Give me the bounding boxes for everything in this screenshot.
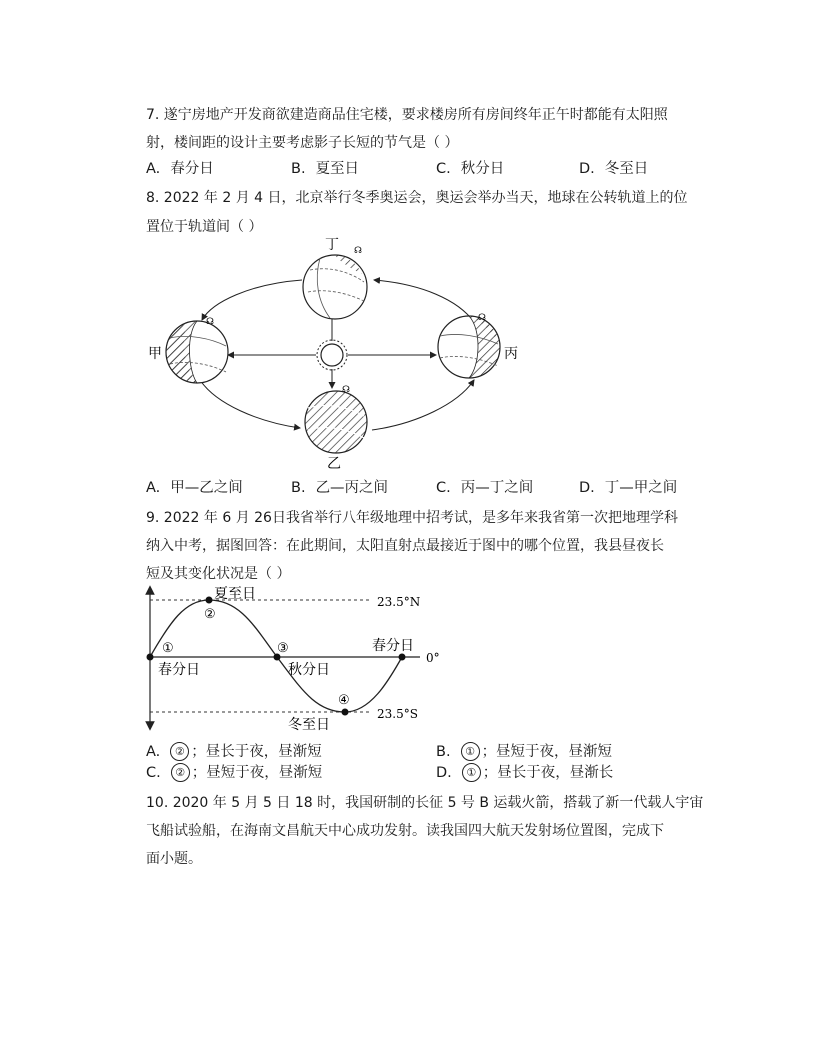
label-winter-solstice: 冬至日 [288,717,330,732]
label-autumn-equinox: 秋分日 [288,662,330,678]
q7-stem-line2: 射，楼间距的设计主要考虑影子长短的节气是（ ） [146,135,459,151]
sun-icon [317,340,347,370]
label-summer-solstice: 夏至日 [214,586,256,602]
earth-ding [303,255,367,319]
q9-option-a-num: ② [170,742,189,761]
q10-stem-line2: 飞船试验船，在海南文昌航天中心成功发射。读我国四大航天发射场位置图，完成下 [146,823,664,839]
label-yi: 乙 [327,456,341,472]
q8-stem-line1: 8. 2022 年 2 月 4 日，北京举行冬季奥运会，奥运会举办当天，地球在公转轨道上的位 [146,190,688,206]
q8-stem-line2: 置位于轨道间（ ） [146,219,263,235]
earth-jia [166,321,228,383]
q8-option-a[interactable]: A. 甲—乙之间 [146,480,243,496]
q7-stem-line1: 7. 遂宁房地产开发商欲建造商品住宅楼，要求楼房所有房间终年正午时都能有太阳照 [146,107,668,123]
q9-option-a[interactable]: A. ② ；昼长于夜，昼渐短 [146,744,322,760]
rotation-icon-yi: ☊ [342,385,350,395]
label-spring-equinox-left: 春分日 [158,662,200,678]
point-4: ④ [338,693,350,708]
q7-option-a[interactable]: A. 春分日 [146,161,214,177]
q10-stem-line3: 面小题。 [146,851,202,867]
point-2: ② [204,607,216,622]
q9-stem-line2: 纳入中考，据图回答：在此期间，太阳直射点最接近于图中的哪个位置，我县昼夜长 [146,538,664,554]
label-lat-south: 23.5°S [377,707,418,721]
q9-option-c-num: ② [171,763,190,782]
earth-yi [305,391,367,453]
label-jia: 甲 [148,346,162,362]
q7-option-c[interactable]: C. 秋分日 [436,161,505,177]
q8-option-c[interactable]: C. 丙—丁之间 [436,480,534,496]
q9-option-b-num: ① [461,742,480,761]
q8-option-b[interactable]: B. 乙—丙之间 [291,480,389,496]
q9-stem-line1: 9. 2022 年 6 月 26日我省举行八年级地理中招考试，是多年来我省第一次把地理学科 [146,510,678,526]
q7-option-d[interactable]: D. 冬至日 [579,161,649,177]
earth-bing [438,316,500,378]
label-spring-equinox-right: 春分日 [372,638,414,654]
q9-option-c[interactable]: C. ② ；昼短于夜，昼渐短 [146,765,323,781]
q9-option-d-num: ① [462,763,481,782]
q10-stem-line1: 10. 2020 年 5 月 5 日 18 时，我国研制的长征 5 号 B 运载火箭，搭载了新一代载人宇宙 [146,795,704,811]
point-1: ① [162,641,174,656]
label-lat-north: 23.5°N [377,595,421,609]
q9-option-b[interactable]: B. ① ；昼短于夜，昼渐短 [436,744,613,760]
rotation-icon-bing: ☊ [478,313,486,323]
rotation-icon-jia: ☊ [206,317,214,327]
q9-stem-line3: 短及其变化状况是（ ） [146,566,291,582]
point-3: ③ [277,641,289,656]
label-bing: 丙 [504,346,518,362]
q8-orbit-figure [140,232,540,472]
label-ding: 丁 [325,237,339,253]
label-equator: 0° [426,651,440,665]
rotation-icon-ding: ☊ [354,246,362,256]
q8-option-d[interactable]: D. 丁—甲之间 [579,480,678,496]
q7-option-b[interactable]: B. 夏至日 [291,161,360,177]
q9-subsolar-figure [140,582,460,732]
q9-option-d[interactable]: D. ① ；昼长于夜，昼渐长 [436,765,614,781]
